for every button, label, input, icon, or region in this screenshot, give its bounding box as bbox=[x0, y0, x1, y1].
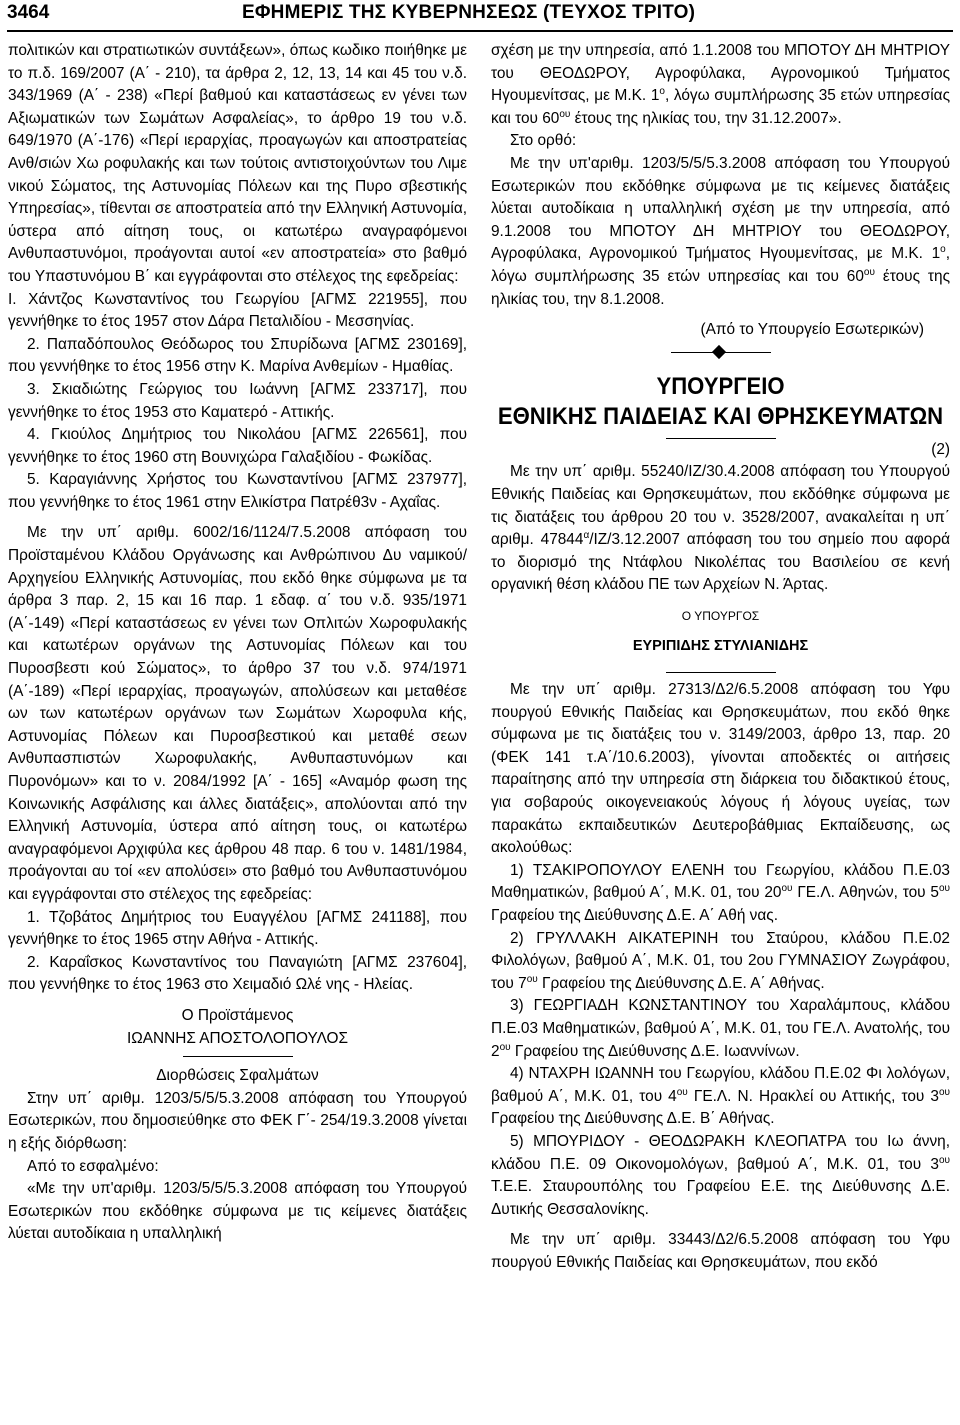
list-item: 2. Παπαδόπουλος Θεόδωρος του Σπυρίδωνα [ΑΓΜΣ 230169], που γεννήθηκε το έτος 1956 στην Κ. Μαρίνα Ανθεμίων - Ημαθίας. bbox=[8, 335, 467, 376]
decision-text-2: Με την υπ΄ αριθμ. 6002/16/1124/7.5.2008 απόφαση του Προϊσταμένου Κλάδου Οργάνωσης και Ανθρώπινου Δυ ναμικού/Αρχηγείου Ελληνικής Αστυνομίας, που εκδό θηκε σύμφωνα με τα άρθρα 3 παρ. 2, 15 και 16 παρ. 1 εδαφ. α΄ του ν.δ. 935/1971 (Α΄-149) «Περί καταστάσεως εν γένει των Οπλιτών Χωροφυλακής και κατωτέρων οργάνων της Αστυνομίας Πόλεων και του Πυροσβεστι κού Σώματος», το άρθρο 37 του ν.δ. 974/1971 (Α΄-189) «Περί ιεραρχίας, προαγωγών, απολύσεων και μεταθέσε ων των κατωτέρων οργάνων των Σωμάτων Χωροφυλα κής, Αστυνομίας Πόλεων και Πυροσβεστικού και μεταθέ σεων Ανθυπασπιστών Χωροφυλακής, Ανθυπαστυνόμων και Πυρονόμων» και το ν. 2084/1992 [Α΄ - 165] «Αναμόρ φωση της Κοινωνικής Ασφάλισης και άλλες διατάξεις», απολύονται από την Ελληνική Αστυνομία, ύστερα από αίτηση τους, οι κατωτέρω αναγραφόμενοι Αρχιφύλα κες άρθρου 48 παρ. 6 του ν. 1481/1984, προάγονται αυ τοί «εν απολύσει» στο βαθμό του Ανθυπαστυνόμου και εγγράφονται στο στέλεχος της εφεδρείας: bbox=[8, 524, 467, 903]
ministry-title-1: ΥΠΟΥΡΓΕΙΟ bbox=[656, 372, 785, 400]
decision-text-3: Με την υπ΄ αριθμ. 55240/ΙΖ/30.4.2008 απόφαση του Υπουργού Εθνικής Παιδείας και Θρησκευμάτων, που εκδόθηκε σύμφωνα με τις διατάξεις του άρθρου 20 του ν. 3528/2007, ανακαλείται η υπ΄ αριθμ. $47844^\alpha/IZ/3.12.2007$ απόφαση του του σημείο που αφορά το διορισμό της Ντάφλου Νικολέπας του Βασιλείου σε κενή οργανική θέση κλάδου ΠΕ των Αρχείων Ν. Άρτας. bbox=[491, 463, 950, 594]
list-item: 3) ΓΕΩΡΓΙΑΔΗ ΚΩΝΣΤΑΝΤΙΝΟΥ του Χαραλάμπους, κλάδου Π.Ε.03 Μαθηματικών, βαθμού Α΄, Μ.Κ. 01, του ΓΕ.Λ. Ανατολής, του $2^{o\upsilon}$ Γραφείου της Διεύθυνσης Δ.Ε. Ιωαννίνων. bbox=[491, 997, 950, 1060]
list-item: 1. Τζοβάτος Δημήτριος του Ευαγγέλου [ΑΓΜΣ 241188], που γεννήθηκε το έτος 1965 στην Αθήνα - Αττικής. bbox=[8, 908, 467, 949]
list-item: 1) ΤΣΑΚΙΡΟΠΟΥΛΟΥ ΕΛΕΝΗ του Γεωργίου, κλάδου Π.Ε.03 Μαθηματικών, βαθμού Α΄, Μ.Κ. 01, του $20^{o\upsilon}$ ΓΕ.Λ. Αθηνών, του $5^{o\upsilon}$ Γραφείου της Διεύθυνσης Δ.Ε. Α΄ Αθή νας. bbox=[491, 861, 950, 924]
list-item: 4) ΝΤΑΧΡΗ ΙΩΑΝΝΗ του Γεωργίου, κλάδου Π.Ε.02 Φι λολόγων, βαθμού Α΄, Μ.Κ. 01, του $4^{o\upsilon}$ ΓΕ.Λ. Ν. Ηρακλεί ου Αττικής, του $3^{o\upsilon}$ Γραφείου της Διεύθυνσης Δ.Ε. Β΄ Αθήνας. bbox=[491, 1065, 951, 1128]
correction-from-label: Από το εσφαλμένο: bbox=[27, 1157, 159, 1175]
list-item: 3. Σκιαδιώτης Γεώργιος του Ιωάννη [ΑΓΜΣ 233717], που γεννήθηκε το έτος 1953 στο Καματερό - Αττικής. bbox=[8, 380, 467, 421]
correction-wrong-text: «Με την υπ'αριθμ. 1203/5/5/5.3.2008 απόφαση του Υπουργού Εσωτερικών που εκδόθηκε σύμφωνα με τις κείμενες διατάξεις λύεται αυτοδίκαια η υπαλληλική bbox=[8, 1180, 467, 1243]
decision-text-5: Με την υπ΄ αριθμ. 33443/Δ2/6.5.2008 απόφαση του Υφυ πουργού Εθνικής Παιδείας και Θρησκευμάτων, που εκδό bbox=[491, 1231, 950, 1271]
list-item: 5) ΜΠΟΥΡΙΔΟΥ - ΘΕΟΔΩΡΑΚΗ ΚΛΕΟΠΑΤΡΑ του Ιω άννη, κλάδου Π.Ε. 09 Οικονομολόγων, βαθμού Α΄, Μ.Κ. 01, του $3^{o\upsilon}$ Τ.Ε.Ε. Σταυρουπόλης του Γραφείου Ε.Ε. της Διεύθυνσης Δ.Ε. Δυτικής Θεσσαλονίκης. bbox=[491, 1132, 950, 1218]
header-rule bbox=[7, 30, 953, 32]
corrections-title: Διορθώσεις Σφαλμάτων bbox=[156, 1067, 319, 1085]
divider bbox=[666, 672, 776, 673]
decision-text-1: πολιτικών και στρατιωτικών συντάξεων», όπως κωδικο ποιήθηκε με το π.δ. 169/2007 (Α΄ - 210), τα άρθρα 2, 12, 13, 14 και 45 του ν.δ. 343/1969 (Α΄ - 238) «Περί βαθμού και καταστάσεως εν γένει των Αξιωματικών των Σωμάτων Ασφαλείας», το άρθρο 19 του ν.δ. 649/1970 (Α΄-176) «Περί ιεραρχίας, προαγωγών και αποστρατείας Ανθ/σιών Χω ροφυλακής και των τούτοις αντιστοιχούντων του Λιμε νικού Σώματος, της Αστυνομίας Πόλεων και της Πυρο σβεστικής Υπηρεσίας», τίθενται σε αποστρατεία από την Ελληνική Αστυνομία, ύστερα από αίτηση τους, οι κατωτέρω αναγραφόμενοι Ανθυπαστυνόμοι, προάγονται αυτοί «εν αποστρατεία» στο βαθμό του Υπαστυνόμου Β΄ και εγγράφονται στο στέλεχος της εφεδρείας: bbox=[8, 42, 467, 285]
correction-right-text: Με την υπ'αριθμ. 1203/5/5/5.3.2008 απόφαση του Υπουργού Εσωτερικών που εκδόθηκε σύμφωνα με τις κείμενες διατάξεις λύεται αυτοδίκαια η υπαλληλική σχέση με την υπηρεσία, από 9.1.2008 του ΜΠΟΤΟΥ ΔΗ ΜΗΤΡΙΟΥ του ΘΕΟΔΩΡΟΥ, Αγροφύλακα, Αγρονομικού Τμήματος Ηγουμενίτσας, με Μ.Κ. $1^o$, λόγω συμπλήρωσης 35 ετών υπηρεσίας και του $60^{o\upsilon}$ έτους της ηλικίας του, την 8.1.2008. bbox=[491, 154, 950, 308]
decision-text-4: Με την υπ΄ αριθμ. 27313/Δ2/6.5.2008 απόφαση του Υφυ πουργού Εθνικής Παιδείας και Θρησκευμάτων, που εκδό θηκε σύμφωνα με τις διατάξεις του ν. 3149/2003, άρθρο 13, παρ. 20 (ΦΕΚ 141 τ.Α΄/10.6.2003), γίνονται αποδεκτές οι αιτήσεις παραίτησης από την υπηρεσία στη διάρκεια του διδακτικού έτους, για σοβαρούς οικογενειακούς λόγους ή λόγους υγείας, των παρακάτω εκπαιδευτικών Δευτεροβάθμιας Εκπαίδευσης, ως ακολούθως: bbox=[491, 681, 950, 857]
list-item: Ι. Χάντζος Κωνσταντίνος του Γεωργίου [ΑΓΜΣ 221955], που γεννήθηκε το έτος 1957 στον Δάρα Πεταλιδίου - Μεσσηνίας. bbox=[8, 290, 467, 331]
list-item: 4. Γκιούλος Δημήτριος του Νικολάου [ΑΓΜΣ 226561], που γεννήθηκε το έτος 1960 στη Βουνιχώρα Γαλαξιδίου - Φωκίδας. bbox=[8, 426, 467, 466]
correction-text: Στην υπ΄ αριθμ. 1203/5/5/5.3.2008 απόφαση του Υπουργού Εσωτερικών, που δημοσιεύθηκε στο ΦΕΚ Γ΄- 254/19.3.2008 γίνεται η εξής διόρθωση: bbox=[8, 1089, 467, 1152]
source-note: (Από το Υπουργείο Εσωτερικών) bbox=[700, 321, 924, 339]
signatory-name: ΙΩΑΝΝΗΣ ΑΠΟΣΤΟΛΟΠΟΥΛΟΣ bbox=[126, 1029, 349, 1047]
diamond-icon bbox=[712, 345, 726, 359]
section-divider bbox=[491, 346, 950, 360]
item-number: (2) bbox=[931, 440, 950, 458]
right-column bbox=[491, 40, 950, 1275]
left-column bbox=[8, 40, 467, 1246]
signatory-role: Ο Προϊστάμενος bbox=[181, 1006, 294, 1024]
gazette-title: ΕΦΗΜΕΡΙΣ ΤΗΣ ΚΥΒΕΡΝΗΣΕΩΣ (ΤΕΥΧΟΣ ΤΡΙΤΟ) bbox=[242, 2, 696, 23]
list-item: 2. Καραΐσκος Κωνσταντίνος του Παναγιώτη [ΑΓΜΣ 237604], που γεννήθηκε το έτος 1963 στο Χειμαδιό Ωλέ νης - Ηλείας. bbox=[8, 953, 467, 994]
correction-continued: σχέση με την υπηρεσία, από 1.1.2008 του ΜΠΟΤΟΥ ΔΗ ΜΗΤΡΙΟΥ του ΘΕΟΔΩΡΟΥ, Αγροφύλακα, Αγρονομικού Τμήματος Ηγουμενίτσας, με Μ.Κ. $1^o$, λόγω συμπλήρωσης 35 ετών υπηρεσίας και του $60^{o\upsilon}$ έτους της ηλικίας του, την 31.12.2007». bbox=[491, 42, 950, 127]
correction-right-label: Στο ορθό: bbox=[510, 132, 577, 150]
ministry-title-2: ΕΘΝΙΚΗΣ ΠΑΙΔΕΙΑΣ ΚΑΙ ΘΡΗΣΚΕΥΜΑΤΩΝ bbox=[497, 402, 944, 430]
list-item: 2) ΓΡΥΛΛΑΚΗ ΑΙΚΑΤΕΡΙΝΗ του Σταύρου, κλάδου Π.Ε.02 Φιλολόγων, βαθμού Α΄, Μ.Κ. 01, του 2ου ΓΥΜΝΑΣΙΟΥ Ζωγράφου, του $7^{o\upsilon}$ Γραφείου της Διεύθυνσης Δ.Ε. Α΄ Αθήνας. bbox=[491, 929, 950, 992]
minister-role: Ο ΥΠΟΥΡΓΟΣ bbox=[681, 608, 760, 623]
page-number: 3464 bbox=[7, 2, 50, 23]
minister-name: ΕΥΡΙΠΙΔΗΣ ΣΤΥΛΙΑΝΙΔΗΣ bbox=[632, 638, 809, 655]
list-item: 5. Καραγιάννης Χρήστος του Κωνσταντίνου [ΑΓΜΣ 237977], που γεννήθηκε το έτος 1961 στην Ελικίστρα Πατρέθ3ν - Αχαΐας. bbox=[8, 471, 467, 511]
page-header bbox=[0, 0, 960, 28]
